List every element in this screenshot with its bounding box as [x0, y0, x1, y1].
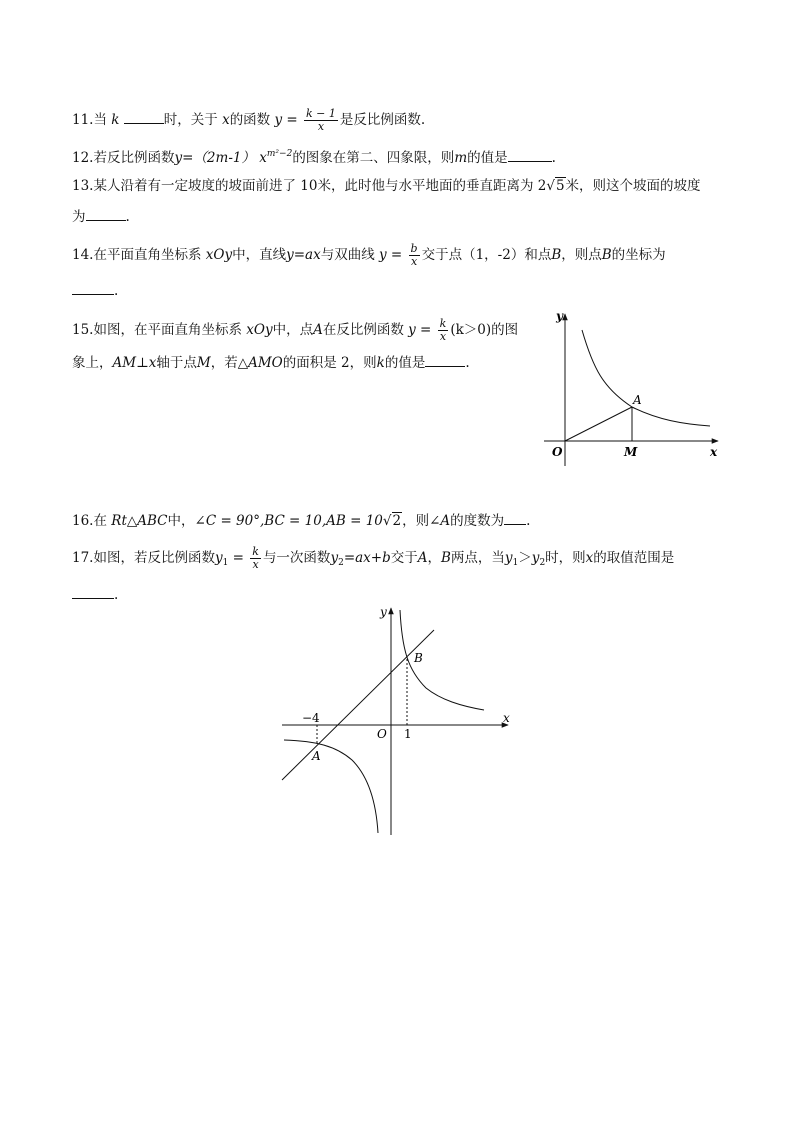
q15-text-8: 的面积是 2，则 [282, 355, 377, 371]
q12-exponent: m²−2 [266, 149, 293, 159]
q17-point-b: B [441, 550, 451, 566]
q16-angle: ∠A [429, 513, 451, 529]
q11-var-x: x [222, 112, 230, 128]
q17-text-2: 与一次函数 [262, 550, 331, 566]
q14-coord: xOy [205, 247, 233, 263]
q11-text-4: 是反比例函数. [339, 112, 426, 128]
q16-text-3: ，则 [402, 513, 430, 529]
q14-point-b2: B [601, 247, 612, 263]
question-15 [72, 318, 518, 343]
question-number: 16. [72, 513, 94, 529]
hyperbola-branch-upper [400, 610, 484, 710]
question-14 [72, 243, 666, 268]
q13-text-1: 某人沿着有一定坡度的坡面前进了 10米，此时他与水平地面的垂直距离为 [93, 178, 534, 194]
q11-text-2: 时，关于 [163, 112, 218, 128]
q17-y2-sub: 2 [338, 558, 344, 568]
q15-func-lhs: y = [408, 322, 432, 338]
point-m-label: M [624, 445, 638, 459]
q14-text-4: 交于点（1，-2）和点 [421, 247, 552, 263]
q17-text-5: 两点，当 [450, 550, 505, 566]
q17-y1: y [214, 550, 223, 566]
q15-condition: (k＞0) [450, 322, 492, 338]
q14-frac-num: b [410, 242, 418, 255]
q17-cmp-left-sub: 1 [512, 558, 519, 568]
q17-text-6: 时，则 [545, 550, 586, 566]
q11-fraction [304, 108, 338, 133]
question-17 [72, 546, 674, 573]
question-number: 11. [72, 112, 94, 128]
question-number: 12. [72, 150, 94, 166]
q14-text-6: 的坐标为 [611, 247, 666, 263]
question-16: 16.在 Rt△ABC中，∠C = 90°,BC = 10,AB = 10√2，则∠A的度数为 . [72, 510, 530, 531]
question-number: 13. [72, 178, 94, 194]
q15-text-10: . [465, 355, 470, 371]
hyperbola-curve [582, 330, 710, 426]
q14-func-lhs: y = [379, 247, 403, 263]
q15-graph-figure [538, 308, 728, 473]
question-number: 15. [72, 322, 94, 338]
origin-label: O [552, 445, 563, 459]
q17-cmp-left: y [504, 550, 513, 566]
q15-text-4: 的图 [491, 322, 519, 338]
q12-text-1: 若反比例函数 [93, 150, 175, 166]
q14-fraction [409, 243, 420, 268]
answer-blank[interactable] [86, 206, 126, 221]
q14-text-3: 与双曲线 [320, 247, 375, 263]
q16-conditions: ∠C = 90°,BC = 10,AB = 10 [194, 513, 383, 529]
answer-blank[interactable] [72, 584, 114, 599]
question-11 [72, 108, 425, 133]
q13-text-4: . [125, 209, 130, 225]
q11-frac-num: k − 1 [306, 107, 336, 120]
q17-var-x: x [585, 550, 594, 566]
origin-label: O [377, 727, 387, 741]
q17-graph-figure [276, 600, 521, 840]
answer-blank[interactable] [504, 510, 526, 525]
q17-frac-den: x [252, 558, 259, 571]
q15-fraction [438, 318, 449, 343]
q16-text-1: 在 [93, 513, 107, 529]
q15-text-6: 轴于点 [156, 355, 197, 371]
q15-text-3: 在反比例函数 [322, 322, 404, 338]
q16-text-4: 的度数为 [450, 513, 505, 529]
q15-triangle: AMO [248, 355, 283, 371]
q15-point-a: A [313, 322, 323, 338]
q17-cmp-right: y [531, 550, 540, 566]
q16-triangle: Rt△ABC [111, 513, 168, 529]
q14-text-1: 在平面直角坐标系 [93, 247, 202, 263]
hyperbola-branch-lower [284, 740, 378, 833]
q15-text-2: 中，点 [272, 322, 314, 338]
point-a-label: A [633, 393, 642, 407]
q11-text-1: 当 [93, 112, 107, 128]
question-12 [72, 144, 556, 168]
q14-text-5: ，则点 [561, 247, 602, 263]
q13-text-2: 米，则这个坡面的坡度 [565, 178, 701, 194]
q17-text-1: 如图，若反比例函数 [93, 550, 215, 566]
q12-text-2: 的图象在第二、四象限，则 [292, 150, 455, 166]
q12-text-3: 的值是 [467, 150, 508, 166]
question-number: 17. [72, 550, 94, 566]
segment-oa [565, 407, 632, 441]
q16-radicand: 2 [392, 513, 402, 529]
q13-radicand: 5 [555, 178, 565, 194]
y-axis-label: y [380, 605, 387, 619]
q14-frac-den: x [410, 255, 418, 268]
x-axis-label: x [710, 445, 718, 459]
q17-y2: y [330, 550, 339, 566]
q12-text-4: . [551, 150, 556, 166]
question-15-cont [72, 352, 470, 373]
q12-var-m: m [454, 150, 468, 166]
q17-text-8: . [114, 587, 119, 603]
q14-line: y=ax [286, 247, 321, 263]
q14-text-7: . [114, 283, 119, 299]
tick-neg4-label: −4 [302, 711, 320, 725]
q15-segment: AM⊥x [112, 355, 157, 371]
q15-text-1: 如图，在平面直角坐标系 [93, 322, 242, 338]
q17-y1-sub: 1 [222, 558, 229, 568]
x-axis-label: x [503, 711, 510, 725]
q17-point-a: A [417, 550, 428, 566]
question-number: 14. [72, 247, 94, 263]
q17-text-4: ， [427, 550, 441, 566]
question-13-cont [72, 206, 130, 227]
q12-base: x [259, 150, 267, 166]
question-14-cont [72, 280, 118, 301]
q15-text-7: ，若△ [210, 355, 249, 371]
q11-frac-den: x [317, 120, 325, 133]
q17-text-3: 交于 [390, 550, 418, 566]
q15-point-m: M [196, 355, 211, 371]
q14-text-2: 中，直线 [232, 247, 287, 263]
q17-cmp-right-sub: 2 [539, 558, 546, 568]
q17-frac-num: k [252, 545, 259, 558]
point-b-label: B [414, 651, 423, 665]
q16-text-5: . [526, 513, 531, 529]
point-a-label: A [312, 749, 321, 763]
q15-frac-num: k [439, 317, 447, 330]
y-axis-label: y [556, 309, 563, 323]
q11-var-k: k [111, 112, 120, 128]
answer-blank[interactable] [508, 147, 552, 162]
q13-text-3: 为 [72, 209, 86, 225]
tick-1-label: 1 [404, 727, 412, 741]
q15-coord: xOy [246, 322, 273, 338]
q15-var-k: k [376, 355, 385, 371]
q16-text-2: 中， [167, 513, 195, 529]
q11-text-3: 的函数 [229, 112, 271, 128]
q17-equals: = [228, 550, 244, 566]
question-13: 13.某人沿着有一定坡度的坡面前进了 10米，此时他与水平地面的垂直距离为 2√5米，则这个坡面的坡度 [72, 178, 701, 194]
question-17-cont [72, 584, 118, 605]
q17-fraction [250, 546, 261, 571]
q11-func-lhs: y = [274, 112, 298, 128]
q12-func: y=（2m-1） [174, 150, 255, 166]
answer-blank[interactable] [425, 352, 465, 367]
q13-coef: 2 [537, 178, 547, 194]
answer-blank[interactable] [72, 280, 114, 295]
answer-blank[interactable] [124, 109, 164, 124]
linear-function-line [282, 630, 434, 780]
q17-text-7: 的取值范围是 [593, 550, 675, 566]
q15-text-5: 象上， [72, 355, 113, 371]
q14-point-b: B [551, 247, 562, 263]
q17-y2-rhs: =ax+b [343, 550, 391, 566]
q15-frac-den: x [439, 330, 447, 343]
q17-cmp-op: ＞ [518, 550, 532, 566]
q15-text-9: 的值是 [384, 355, 426, 371]
